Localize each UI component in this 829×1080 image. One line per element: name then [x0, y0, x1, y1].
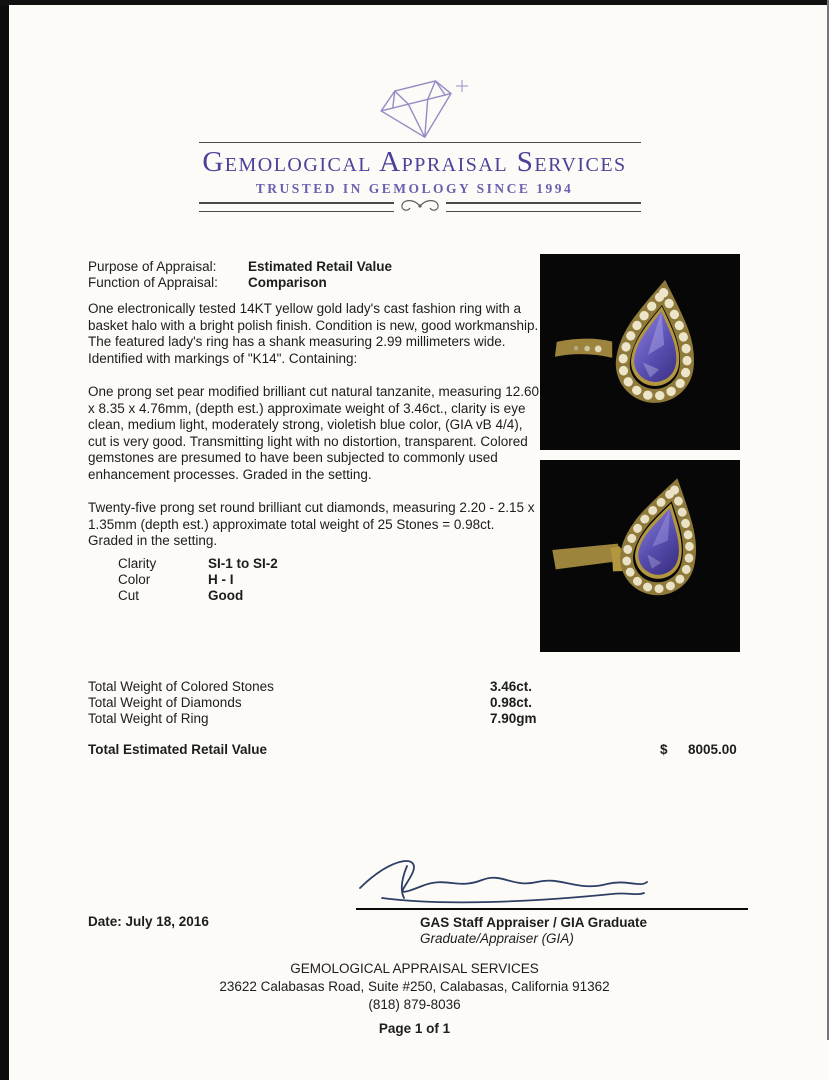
diamond-logo-icon — [358, 72, 488, 144]
footer-company-name: GEMOLOGICAL APPRAISAL SERVICES — [290, 961, 539, 976]
function-label: Function of Appraisal: — [88, 275, 218, 290]
company-tagline: TRUSTED IN GEMOLOGY SINCE 1994 — [255, 181, 574, 196]
total-ring-weight-label: Total Weight of Ring — [88, 711, 209, 726]
total-ring-weight-value: 7.90gm — [490, 711, 537, 726]
grade-cut-value: Good — [208, 588, 244, 603]
appraiser-title-line1: GAS Staff Appraiser / GIA Graduate — [420, 915, 648, 930]
purpose-label: Purpose of Appraisal: — [88, 259, 217, 274]
appraisal-date: Date: July 18, 2016 — [88, 914, 209, 929]
retail-value-label: Total Estimated Retail Value — [88, 742, 268, 757]
grade-clarity-label: Clarity — [118, 556, 157, 571]
footer-page-number: Page 1 of 1 — [378, 1021, 451, 1036]
grade-cut-label: Cut — [118, 588, 140, 603]
description-paragraph-ring: One electronically tested 14KT yellow gold lady's cast fashion ring with a basket halo with a bright polish finish. Condition is new, good workmanship. The featured lady's ring has a shank measuring 2.99 millimeters wide. Identified with markings of "K14". Containing: — [88, 301, 539, 366]
grade-color-value: H - I — [208, 572, 234, 587]
total-diamonds-label: Total Weight of Diamonds — [88, 695, 242, 710]
header-rule-top — [199, 142, 641, 143]
appraiser-title-line2: Graduate/Appraiser (GIA) — [420, 931, 574, 946]
scan-edge-top — [0, 0, 829, 5]
scroll-ornament-icon — [394, 196, 446, 216]
footer-address: 23622 Calabasas Road, Suite #250, Calabasas, California 91362 — [219, 979, 610, 994]
grade-color-label: Color — [118, 572, 151, 587]
total-colored-stones-value: 3.46ct. — [490, 679, 533, 694]
total-diamonds-value: 0.98ct. — [490, 695, 533, 710]
function-value: Comparison — [248, 275, 327, 290]
ring-photo-top-view — [540, 254, 740, 450]
appraiser-signature — [352, 848, 652, 910]
retail-amount: 8005.00 — [688, 742, 737, 757]
signature-line — [356, 908, 748, 910]
grade-clarity-value: SI-1 to SI-2 — [208, 556, 278, 571]
retail-currency-symbol: $ — [660, 742, 668, 757]
purpose-value: Estimated Retail Value — [248, 259, 393, 274]
footer-phone: (818) 879-8036 — [368, 997, 461, 1012]
description-paragraph-tanzanite: One prong set pear modified brilliant cut natural tanzanite, measuring 12.60 x 8.35 x 4.76mm, (depth est.) approximate weight of 3.46ct., clarity is eye clean, medium light, moderately strong, violetish blue color, (GIA vB 4/4), cut is very good. Transmitting light with no distortion, transparent. Colored gemstones are presumed to have been subjected to commonly used enhancement processes. Graded in the setting. — [88, 384, 540, 482]
description-paragraph-diamonds: Twenty-five prong set round brilliant cut diamonds, measuring 2.20 - 2.15 x 1.35mm (depth est.) approximate total weight of 25 Stones = 0.98ct. Graded in the setting. — [88, 500, 535, 548]
company-title: Gemological Appraisal Services — [202, 146, 627, 178]
total-colored-stones-label: Total Weight of Colored Stones — [88, 679, 274, 694]
ring-photo-side-view — [540, 460, 740, 652]
